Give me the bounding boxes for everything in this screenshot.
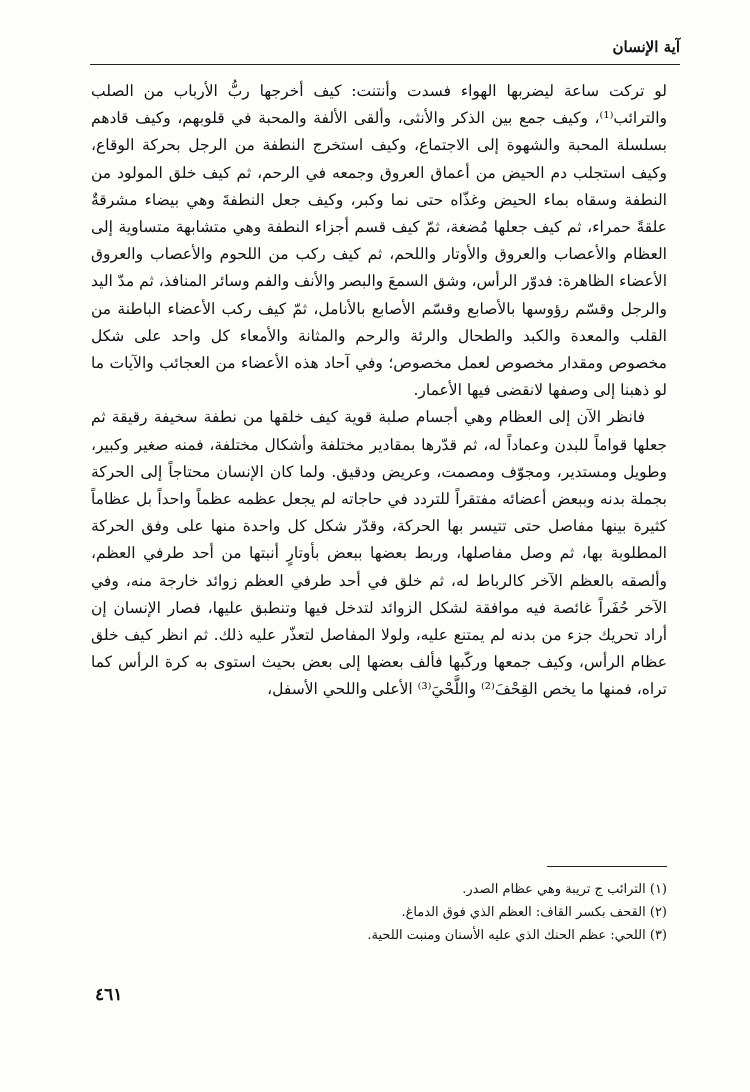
body-text: [91, 78, 667, 704]
footnote-separator: [547, 866, 667, 867]
header-rule: [90, 64, 680, 65]
footnote: (١) الترائب ج تريبة وهي عظام الصدر.: [462, 882, 667, 897]
page-number: ٤٦١: [95, 985, 123, 1005]
footnotes: [91, 878, 667, 947]
paragraph: لو تركت ساعة ليضربها الهواء فسدت وأنتنت: كيف أخرجها ربُّ الأرباب من الصلب والترائب⁽¹⁾، وكيف جمع بين الذكر والأنثى، وألقى الألفة والمحبة في قلوبهم، وكيف قادهم بسلسلة المحبة والشهوة إلى الاجتماع، وكيف استخرج النطفة من الرجل بحركة الوقاع، وكيف استجلب دم الحيض من أعماق العروق وجمعه في الرحم، ثم كيف خلق المولود من النطفة وسقاه بماء الحيض وغذّاه حتى نما وكبر، وكيف جعل النطفةَ وهي بيضاء مشرقةٌ علقةً حمراء، ثم كيف جعلها مُضغة، ثمّ كيف قسم أجزاء النطفة وهي متشابهة متساوية إلى العظام والأعصاب والعروق والأوتار واللحم، ثم كيف ركب من اللحوم والأعصاب والعروق الأعضاء الظاهرة: فدوّر الرأس، وشق السمعَ والبصر والأنف والفم وسائر المنافذ، ثم مدّ اليد والرجل وقسّم رؤوسها بالأصابع وقسّم الأصابع بالأنامل، ثمّ كيف ركب الأعضاء الباطنة من القلب والمعدة والكبد والطحال والرئة والرحم والمثانة والأمعاء كل واحد على شكل مخصوص ومقدار مخصوص لعمل مخصوص؛ وفي آحاد هذه الأعضاء من العجائب والآيات ما لو ذهبنا إلى وصفها لانقضى فيها الأعمار.: [91, 82, 667, 400]
paragraph: فانظر الآن إلى العظام وهي أجسام صلبة قوية كيف خلقها من نطفة سخيفة رقيقة ثم جعلها قواماً للبدن وعماداً له، ثم قدّرها بمقادير مختلفة وأشكال مختلفة، فمنه صغير وكبير، وطويل ومستدير، ومجوّف ومصمت، وعريض ودقيق. ولما كان الإنسان محتاجاً إلى الحركة بجملة بدنه وببعض أعضائه مفتقراً للتردد في حاجاته لم يجعل عظمه عظماً واحداً بل عظاماً كثيرة بينها مفاصل حتى تتيسر بها الحركة، وقدّر شكل كل واحدة منها على وفق الحركة المطلوبة بها، ثم وصل مفاصلها، وربط بعضها ببعض بأوتارٍ أنبتها من أحد طرفي العظم، وألصقه بالعظم الآخر كالرباط له، ثم خلق في أحد طرفي العظم زوائد خارجة منه، وفي الآخر حُفَراً غائصة فيه موافقة لشكل الزوائد لتدخل فيها وتنطبق عليها، فصار الإنسان إن أراد تحريك جزء من بدنه لم يمتنع عليه، ولولا المفاصل لتعذّر عليه ذلك. ثم انظر كيف خلق عظام الرأس، وكيف جمعها وركّبها فألف بعضها إلى بعض بحيث استوى به كرة الرأس كما تراه، فمنها ما يخص القِحْفَ⁽²⁾ واللَّحْيَ⁽³⁾ الأعلى واللحي الأسفل،: [91, 408, 667, 699]
footnote: (٣) اللحي: عظم الحنك الذي عليه الأسنان ومنبت اللحية.: [367, 928, 667, 943]
footnote: (٢) القحف بكسر القاف: العظم الذي فوق الدماغ.: [401, 905, 667, 920]
running-header: آية الإنسان: [612, 38, 680, 56]
